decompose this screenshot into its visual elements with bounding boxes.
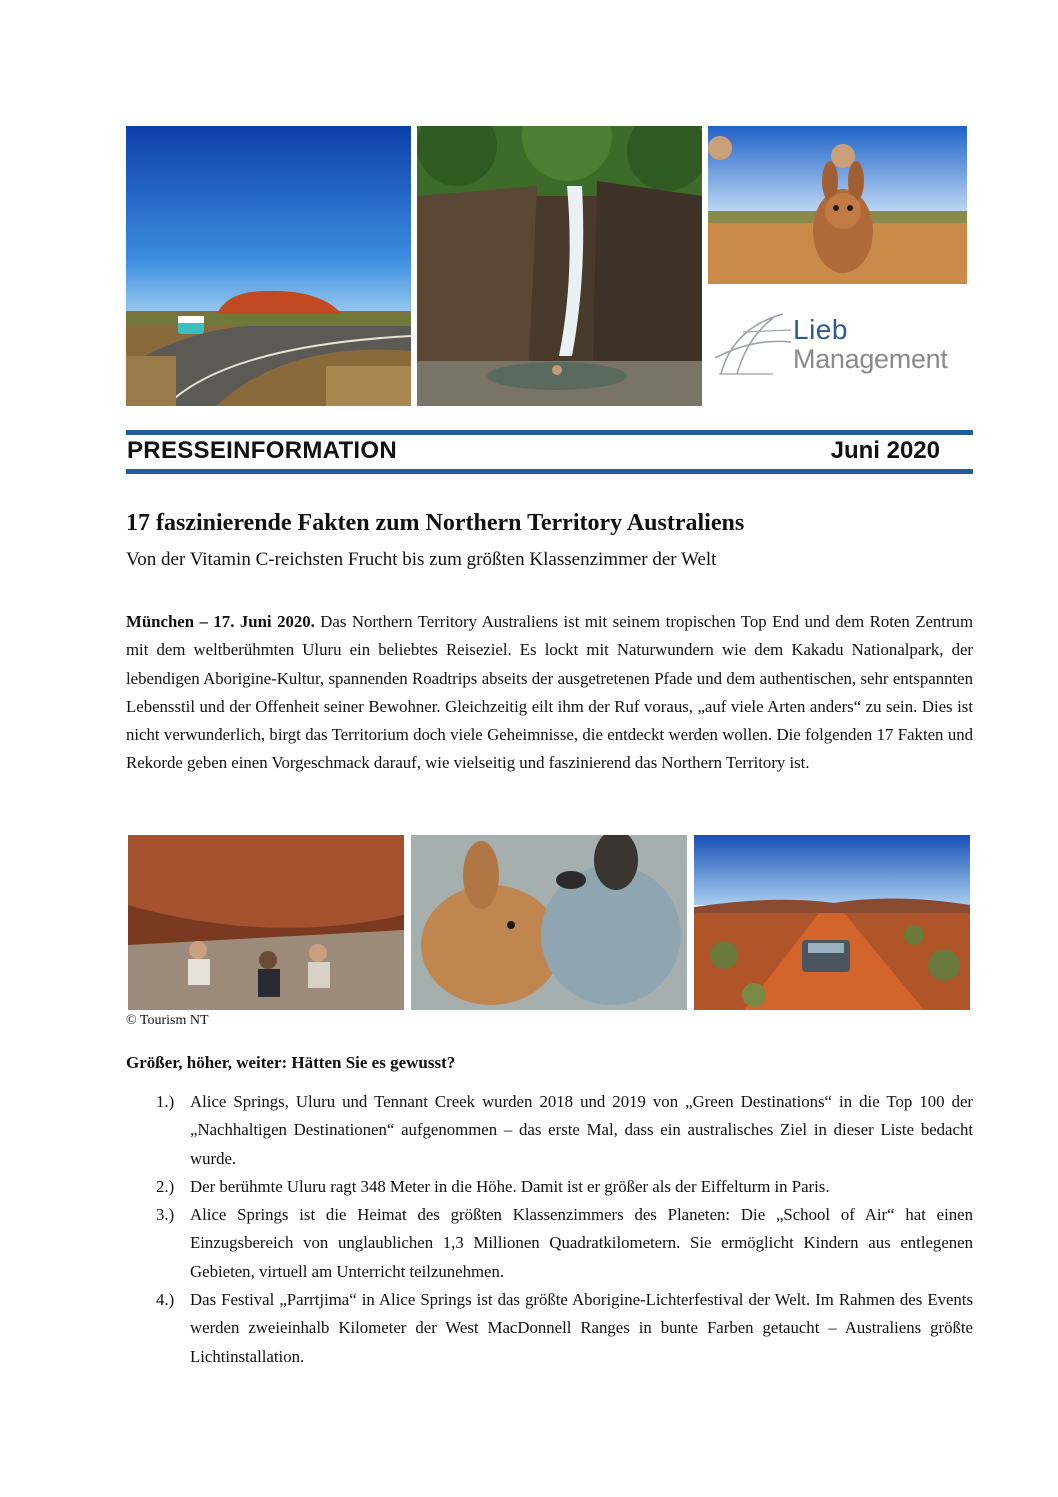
press-date: Juni 2020: [830, 437, 940, 464]
subheadline: Von der Vitamin C-reichsten Frucht bis zum größten Klassenzimmer der Welt: [126, 549, 717, 570]
logo-word-management: Management: [793, 344, 948, 374]
logo-globe-icon: [713, 308, 793, 380]
list-item-text: Der berühmte Uluru ragt 348 Meter in die Höhe. Damit ist er größer als der Eiffelturm in Paris.: [190, 1176, 830, 1196]
list-item: [156, 1201, 973, 1286]
list-item-number: 1.): [156, 1092, 175, 1111]
photo-kangaroos-closeup: [411, 835, 687, 1010]
lead-text: Das Northern Territory Australiens ist mit seinem tropischen Top End und dem Roten Zentrum mit dem weltberühmten Uluru ein beliebtes Reiseziel. Es lockt mit Naturwundern wie dem Kakadu Nationalpark, der lebendigen Aborigine-Kultur, spannenden Roadtrips abseits der ausgetretenen Pfade und dem authentischen, sehr entspannten Lebensstil und der Offenheit seiner Bewohner. Gleichzeitig eilt ihm der Ruf voraus, „auf viele Arten anders“ zu sein. Dies ist nicht verwunderlich, birgt das Territorium doch viele Geheimnisse, die entdeckt werden wollen. Die folgenden 17 Fakten und Rekorde geben einen Vorgeschmack darauf, wie vielseitig und faszinierend das Northern Territory ist.: [126, 612, 973, 773]
lieb-management-logo: [713, 308, 975, 388]
list-item: [156, 1173, 973, 1201]
facts-list: [156, 1088, 973, 1371]
photo-waterfall: [417, 126, 702, 406]
list-item: [156, 1286, 973, 1371]
photo-credit: © Tourism NT: [126, 1013, 209, 1028]
photo-red-road-4wd: [694, 835, 970, 1010]
list-item-text: Das Festival „Parrtjima“ in Alice Springs ist das größte Aborigine-Lichterfestival der Welt. Im Rahmen des Events werden zweieinhalb Kilometer der West MacDonnell Ranges in bunte Farben getaucht – Australiens größte Lichtinstallation.: [190, 1290, 973, 1366]
lead-dateline: München – 17. Juni 2020.: [126, 612, 315, 631]
header-rule-top: [126, 430, 973, 435]
photo-uluru-road: [126, 126, 411, 406]
list-item-number: 4.): [156, 1290, 175, 1310]
headline: 17 faszinierende Fakten zum Northern Territory Australiens: [126, 510, 745, 536]
press-label: PRESSEINFORMATION: [127, 437, 398, 464]
list-item: [156, 1088, 973, 1173]
header-rule-bottom: [126, 469, 973, 474]
list-item-text: Alice Springs ist die Heimat des größten Klassenzimmers des Planeten: Die „School of Air“ hat einen Einzugsbereich von unglaublichen 1,3 Millionen Quadratkilometern. Sie ermöglicht Kindern aus entlegenen Gebieten, virtuell am Unterricht teilzunehmen.: [190, 1205, 973, 1281]
section-heading: Größer, höher, weiter: Hätten Sie es gewusst?: [126, 1053, 456, 1072]
list-item-text: Alice Springs, Uluru und Tennant Creek wurden 2018 und 2019 von „Green Destinations“ in die Top 100 der „Nachhaltigen Destinationen“ aufgenommen – das erste Mal, dass ein australisches Ziel in dieser Liste bedacht wurde.: [190, 1092, 973, 1168]
list-item-number: 2.): [156, 1176, 175, 1196]
list-item-number: 3.): [156, 1205, 175, 1225]
logo-word-lieb: Lieb: [793, 314, 848, 345]
photo-rock-art: [128, 835, 404, 1010]
lead-paragraph: [126, 608, 973, 778]
photo-kangaroo: [708, 126, 967, 284]
